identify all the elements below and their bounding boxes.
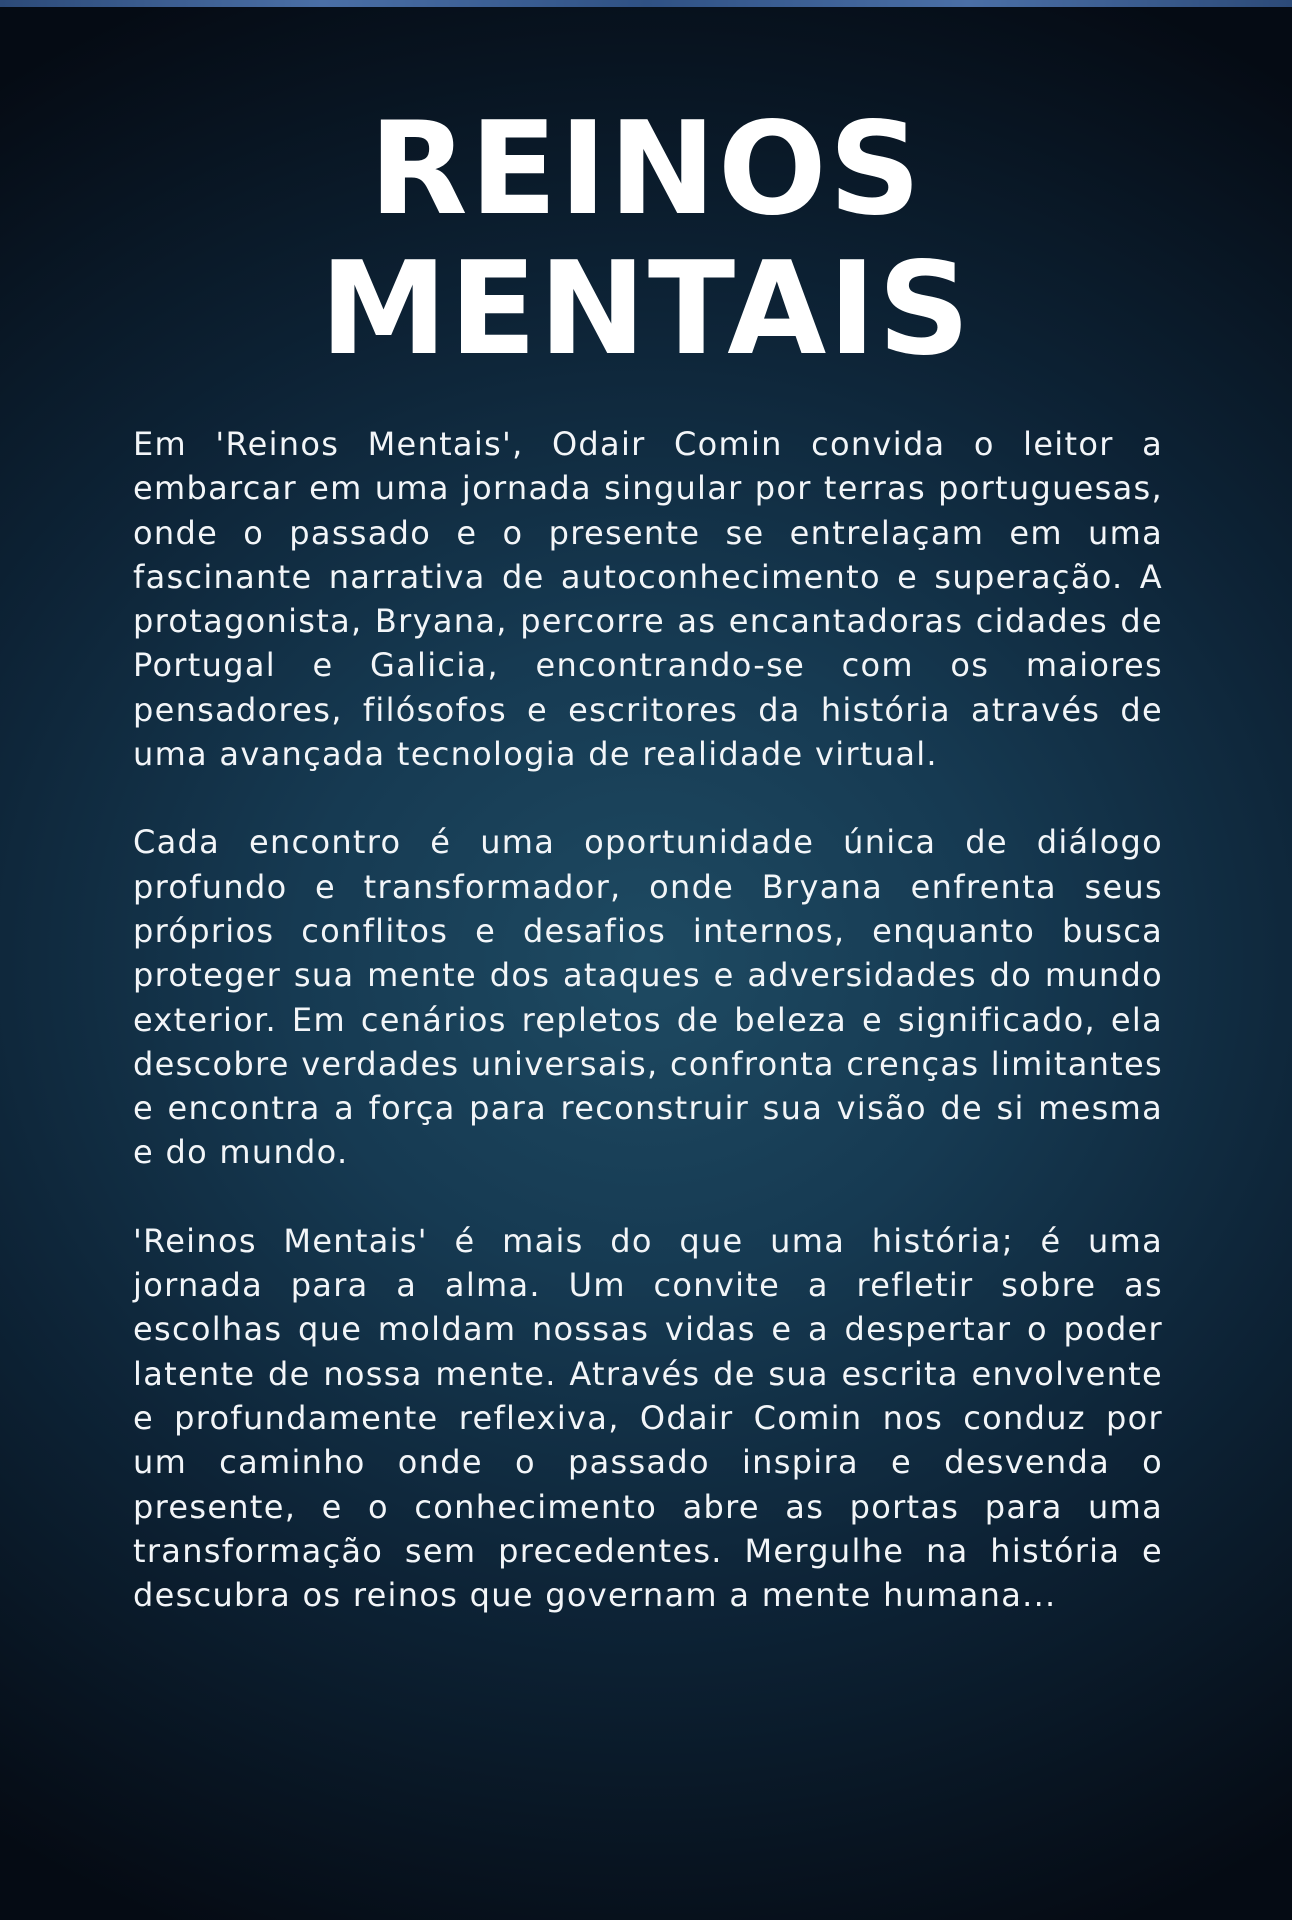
synopsis-paragraph-2: Cada encontro é uma oportunidade única de diálogo profundo e transformador, onde Bryana enfrenta seus próprios conflitos e desafios internos, enquanto busca proteger sua mente dos ataques e adversidades do mundo exterior. Em cenários repletos de beleza e significado, ela descobre verdades universais, confronta crenças limitantes e encontra a força para reconstruir sua visão de si mesma e do mundo. bbox=[133, 823, 1163, 1172]
top-edge-strip bbox=[0, 0, 1292, 7]
book-title-line-2: MENTAIS bbox=[319, 235, 973, 384]
synopsis-text bbox=[133, 422, 1163, 1661]
synopsis-paragraph-3: 'Reinos Mentais' é mais do que uma história; é uma jornada para a alma. Um convite a refletir sobre as escolhas que moldam nossas vidas e a despertar o poder latente de nossa mente. Através de sua escrita envolvente e profundamente reflexiva, Odair Comin nos conduz por um caminho onde o passado inspira e desvenda o presente, e o conhecimento abre as portas para uma transformação sem precedentes. Mergulhe na história e descubra os reinos que governam a mente humana... bbox=[133, 1221, 1163, 1615]
book-title bbox=[0, 95, 1292, 384]
book-title-line-1: REINOS bbox=[369, 95, 923, 244]
synopsis-paragraph-1: Em 'Reinos Mentais', Odair Comin convida o leitor a embarcar em uma jornada singular por terras portuguesas, onde o passado e o presente se entrelaçam em uma fascinante narrativa de autoconhecimento e superação. A protagonista, Bryana, percorre as encantadoras cidades de Portugal e Galicia, encontrando-se com os maiores pensadores, filósofos e escritores da história através de uma avançada tecnologia de realidade virtual. bbox=[133, 425, 1163, 774]
